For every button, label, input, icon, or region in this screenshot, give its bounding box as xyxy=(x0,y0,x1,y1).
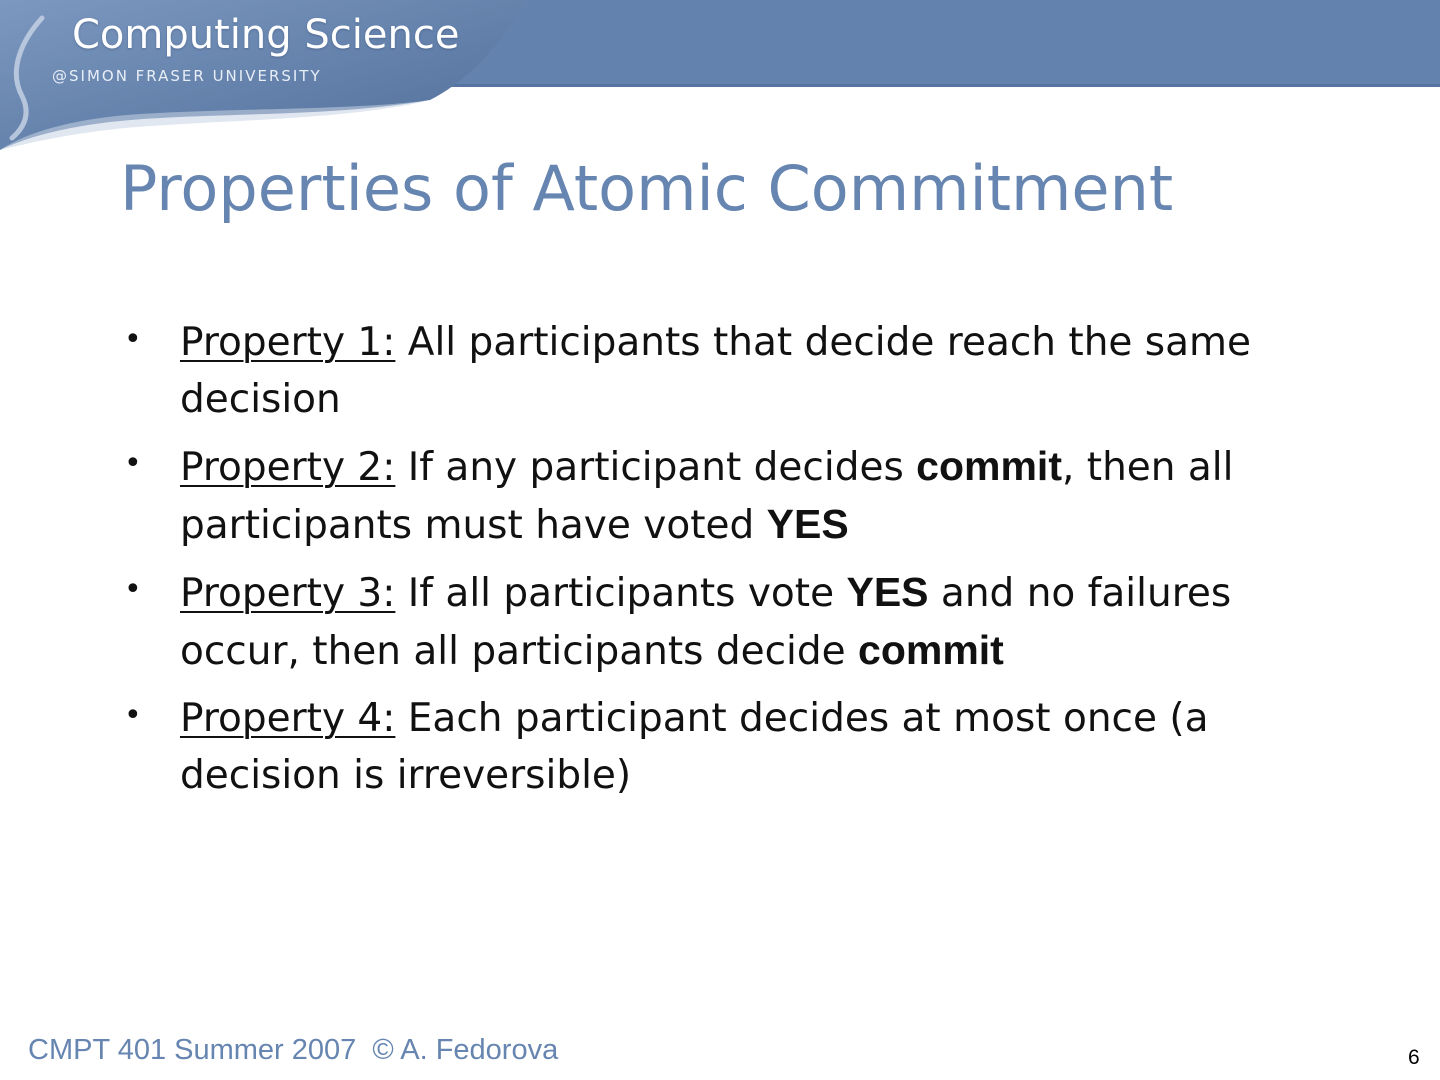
property-text: All participants that decide reach the same decision xyxy=(180,320,1252,422)
slide-title: Properties of Atomic Commitment xyxy=(120,152,1174,225)
keyword-yes: YES xyxy=(766,501,849,547)
bullet-list xyxy=(120,314,1340,814)
bullet-item-property-2 xyxy=(120,438,1340,554)
footer-course: CMPT 401 Summer 2007 xyxy=(28,1034,357,1066)
keyword-commit: commit xyxy=(858,627,1004,673)
bullet-item-property-4 xyxy=(120,690,1340,804)
page-number: 6 xyxy=(1408,1046,1420,1069)
logo-title: Computing Science xyxy=(72,12,460,58)
property-text: , then all participants must have voted xyxy=(180,445,1234,548)
header-banner xyxy=(0,0,1440,150)
keyword-commit: commit xyxy=(916,443,1062,489)
property-label: Property 3: xyxy=(180,571,396,616)
property-label: Property 2: xyxy=(180,445,396,490)
keyword-yes: YES xyxy=(846,569,929,615)
logo-subtitle: @SIMON FRASER UNIVERSITY xyxy=(52,67,322,85)
bullet-icon: • xyxy=(124,322,142,357)
bullet-item-property-3 xyxy=(120,564,1340,680)
property-text: If all participants vote xyxy=(395,571,847,616)
footer-copyright: © A. Fedorova xyxy=(372,1034,559,1066)
property-text: If any participant decides xyxy=(395,445,917,490)
bullet-icon: • xyxy=(124,572,142,607)
bullet-icon: • xyxy=(124,446,142,481)
bullet-icon: • xyxy=(124,698,142,733)
footer xyxy=(28,1034,558,1067)
property-label: Property 1: xyxy=(180,320,396,365)
bullet-item-property-1 xyxy=(120,314,1340,428)
property-text: and no failures occur, then all participants decide xyxy=(180,571,1232,674)
property-label: Property 4: xyxy=(180,696,396,741)
property-text: Each participant decides at most once (a decision is irreversible) xyxy=(180,696,1209,798)
